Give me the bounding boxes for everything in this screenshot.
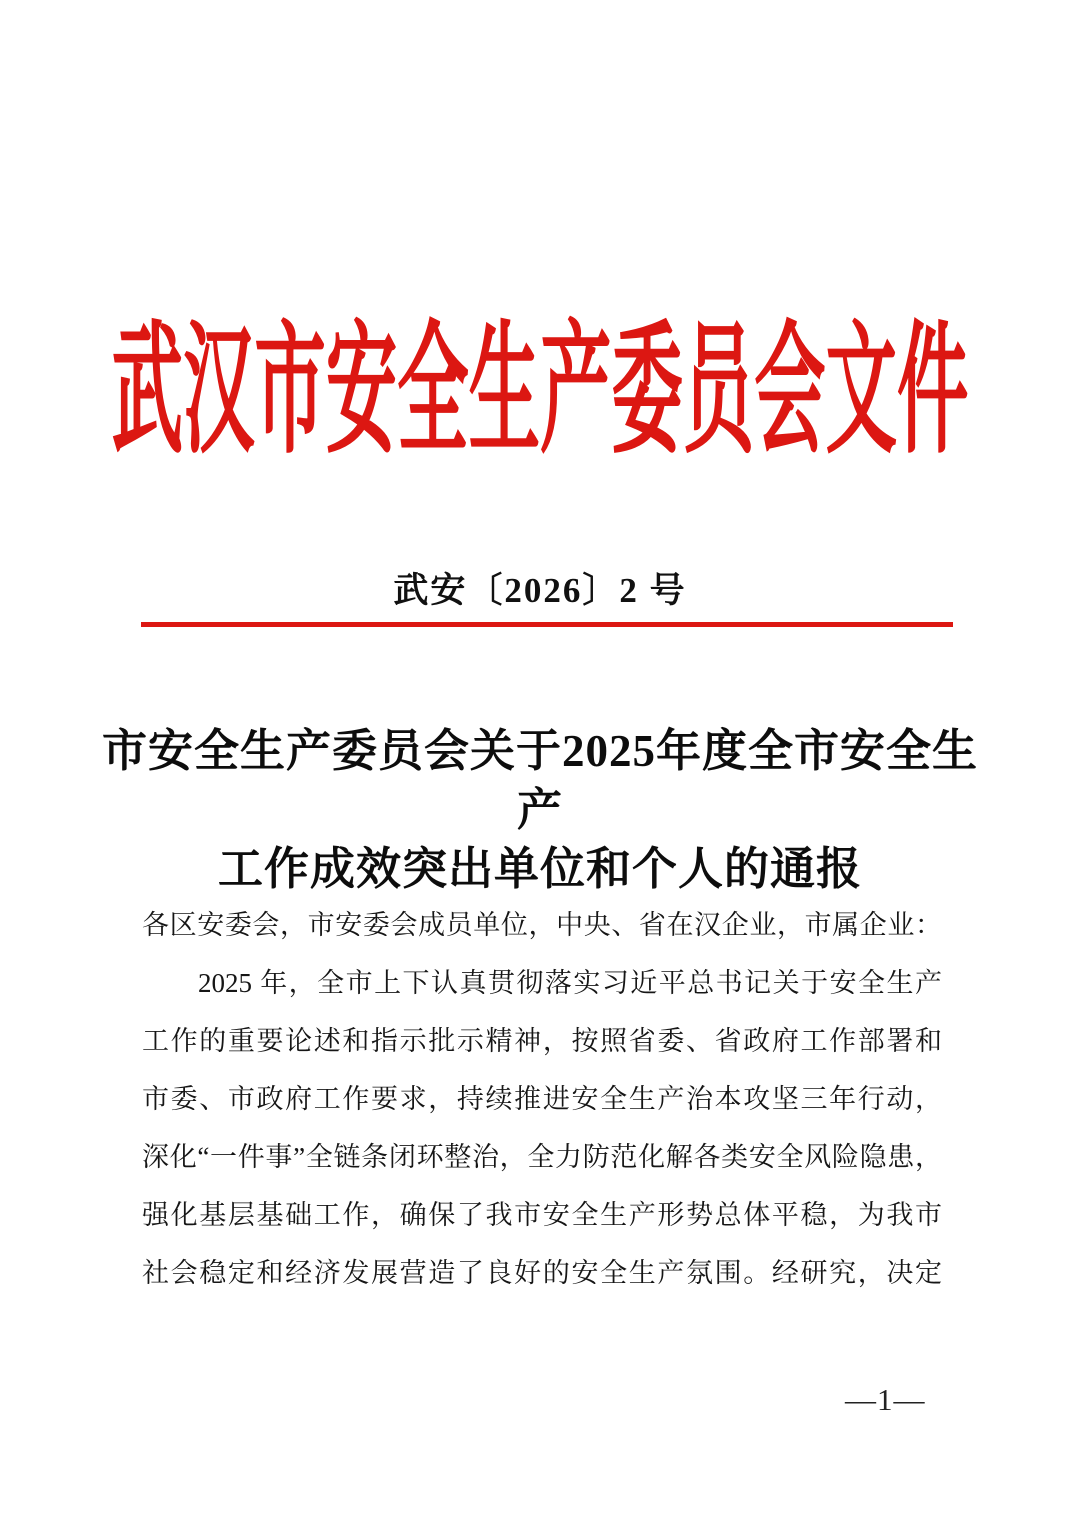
body-text-line: 深化“一件事”全链条闭环整治，全力防范化解各类安全风险隐患，	[142, 1142, 942, 1172]
document-body	[142, 896, 942, 1302]
letterhead	[0, 312, 1080, 476]
document-title-line2: 工作成效突出单位和个人的通报	[217, 844, 862, 894]
document-title	[85, 722, 995, 899]
page-number: —1—	[845, 1382, 926, 1417]
body-text-line: 强化基层基础工作，确保了我市安全生产形势总体平稳，为我市	[142, 1200, 942, 1230]
body-text-line: 市委、市政府工作要求，持续推进安全生产治本攻坚三年行动，	[142, 1084, 942, 1114]
body-text-line: 2025 年，全市上下认真贯彻落实习近平总书记关于安全生产	[198, 968, 942, 998]
body-text-line: 各区安委会，市安委会成员单位，中央、省在汉企业，市属企业：	[142, 910, 942, 940]
document-title-line1: 市安全生产委员会关于2025年度全市安全生产	[101, 726, 978, 835]
letterhead-org-title: 武汉市安全生产委员会文件	[111, 312, 969, 472]
doc-reference-number: 武安〔2026〕2 号	[393, 571, 687, 610]
letterhead-divider-line	[141, 622, 953, 627]
body-text-line: 社会稳定和经济发展营造了良好的安全生产氛围。经研究，决定	[142, 1258, 942, 1288]
body-text-line: 工作的重要论述和指示批示精神，按照省委、省政府工作部署和	[142, 1026, 942, 1056]
